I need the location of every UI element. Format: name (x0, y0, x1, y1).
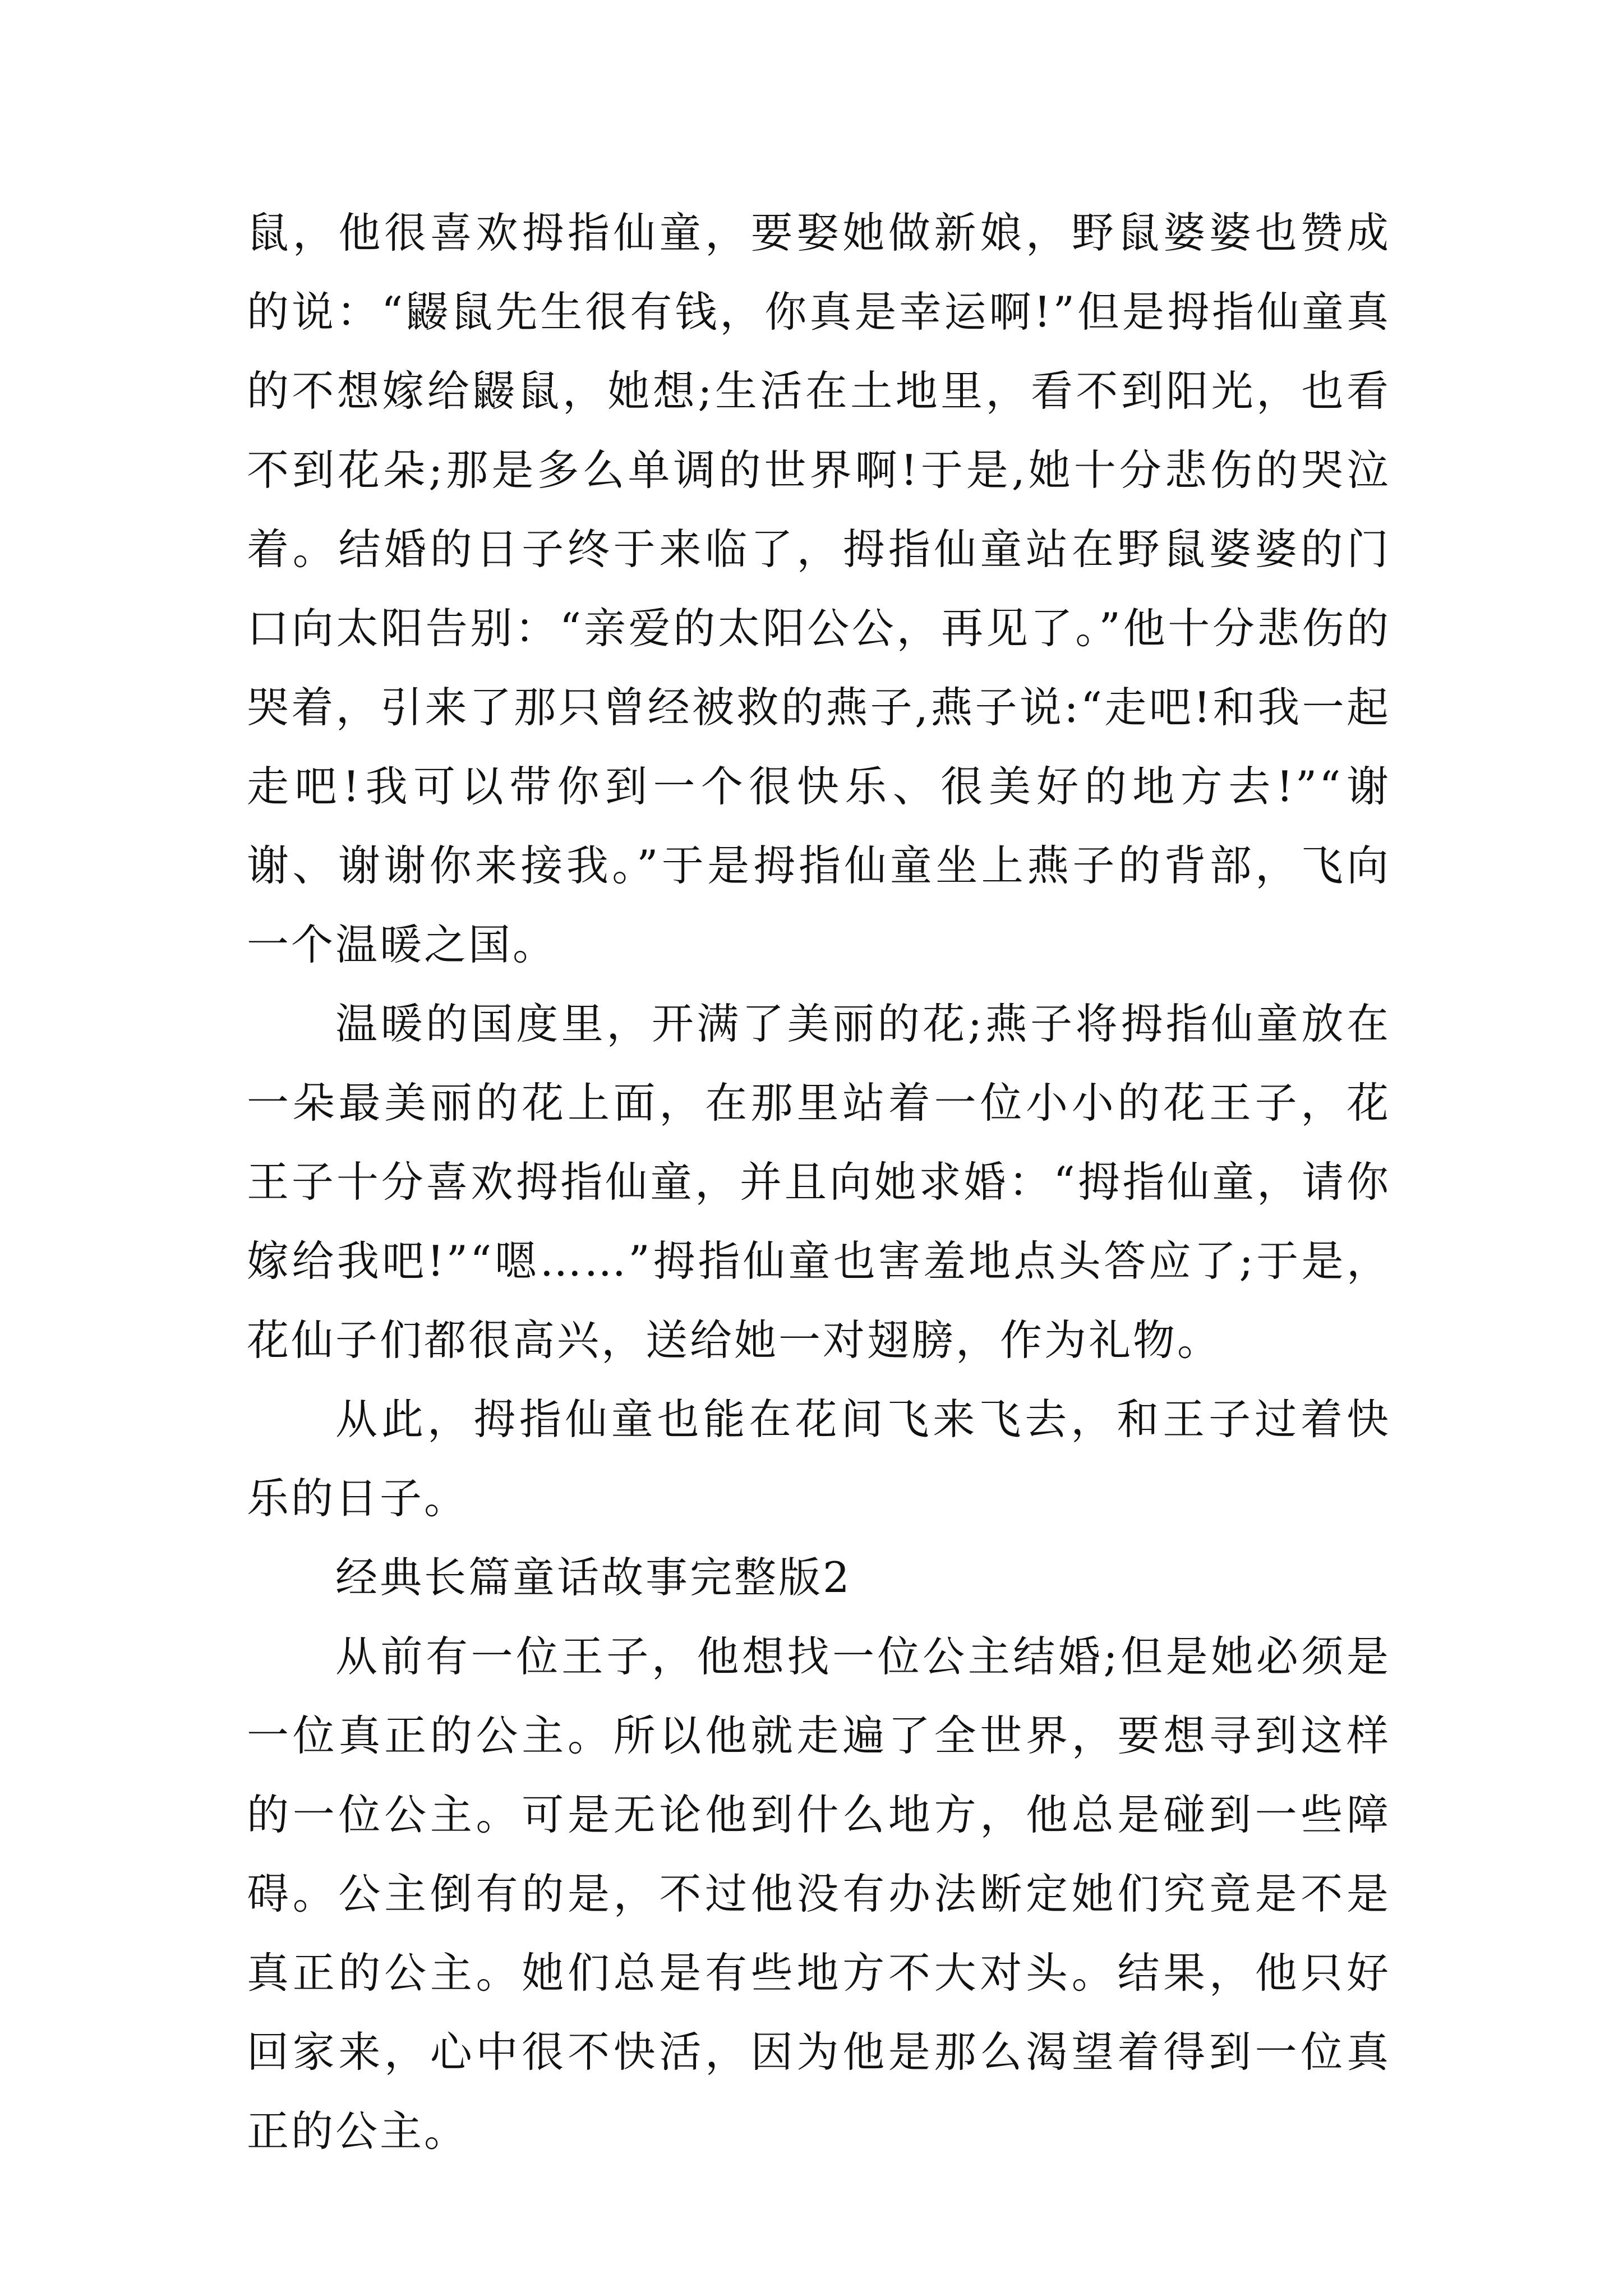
story-text (247, 194, 1391, 2171)
paragraph-happy-ending: 从此，拇指仙童也能在花间飞来飞去，和王子过着快乐的日子。 (247, 1395, 1391, 1523)
paragraph-princess-intro: 从前有一位王子，他想找一位公主结婚;但是她必须是一位真正的公主。所以他就走遍了全世界，要想寻到这样的一位公主。可是无论他到什么地方，他总是碰到一些障碍。公主倒有的是，不过他没有办法断定她们究竟是不是真正的公主。她们总是有些地方不大对头。结果，他只好回家来，心中很不快活，因为他是那么渴望着得到一位真正的公主。 (247, 1632, 1391, 2156)
paragraph-continuation: 鼠，他很喜欢拇指仙童，要娶她做新娘，野鼠婆婆也赞成的说：“鼹鼠先生很有钱，你真是幸运啊!”但是拇指仙童真的不想嫁给鼹鼠，她想;生活在土地里，看不到阳光，也看不到花朵;那是多么单调的世界啊!于是,她十分悲伤的哭泣着。结婚的日子终于来临了，拇指仙童站在野鼠婆婆的门口向太阳告别：“亲爱的太阳公公，再见了。”他十分悲伤的哭着，引来了那只曾经被救的燕子,燕子说:“走吧!和我一起走吧!我可以带你到一个很快乐、很美好的地方去!”“谢谢、谢谢你来接我。”于是拇指仙童坐上燕子的背部，飞向一个温暖之国。 (247, 208, 1391, 969)
story-heading: 经典长篇童话故事完整版2 (335, 1553, 852, 1602)
paragraph-warm-country: 温暖的国度里，开满了美丽的花;燕子将拇指仙童放在一朵最美丽的花上面，在那里站着一位小小的花王子，花王子十分喜欢拇指仙童，并且向她求婚：“拇指仙童，请你嫁给我吧!”“嗯……”拇指仙童也害羞地点头答应了;于是，花仙子们都很高兴，送给她一对翅膀，作为礼物。 (247, 999, 1391, 1365)
